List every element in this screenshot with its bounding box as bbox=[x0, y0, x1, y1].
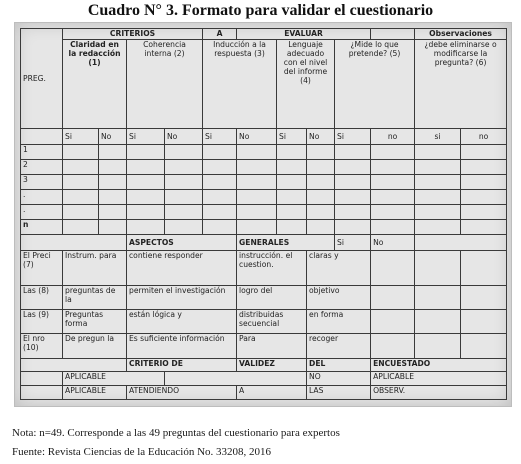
observ-text: OBSERV. bbox=[371, 386, 507, 400]
criterion-1: Claridad en la redacción (1) bbox=[63, 40, 127, 128]
criterion-5: ¿Mide lo que pretende? (5) bbox=[335, 40, 415, 128]
no-2: No bbox=[165, 128, 203, 144]
aspect-text: en forma bbox=[307, 310, 371, 334]
aspect-text: instrucción. el cuestion. bbox=[237, 250, 307, 286]
blank-top bbox=[371, 29, 415, 40]
criterion-4: Lenguaje adecuado con el nivel del informe (4) bbox=[277, 40, 335, 128]
preg-header: PREG. bbox=[21, 29, 63, 129]
aspect-text: objetivo bbox=[307, 286, 371, 310]
aspect-row-8 bbox=[21, 286, 507, 310]
si-6: si bbox=[415, 128, 461, 144]
si-3: Si bbox=[203, 128, 237, 144]
a-label: A bbox=[203, 29, 237, 40]
aspect-text: preguntas de la bbox=[63, 286, 127, 310]
aspect-text: Es suficiente información bbox=[127, 334, 237, 358]
criterion-2: Coherencia interna (2) bbox=[127, 40, 203, 128]
si-2: Si bbox=[127, 128, 165, 144]
question-row bbox=[21, 204, 507, 219]
aplicable-text: APLICABLE bbox=[63, 386, 127, 400]
aspect-text: Preguntas forma bbox=[63, 310, 127, 334]
question-number: n bbox=[21, 219, 63, 234]
aplicable-text: APLICABLE bbox=[63, 372, 165, 386]
del-label: DEL bbox=[307, 358, 371, 372]
evaluar-label: EVALUAR bbox=[237, 29, 371, 40]
page-title: Cuadro N° 3. Formato para validar el cuestionario bbox=[87, 2, 434, 19]
no-6: no bbox=[461, 128, 507, 144]
question-number: 1 bbox=[21, 145, 63, 160]
blank bbox=[21, 372, 63, 386]
aspectos-no: No bbox=[371, 234, 415, 250]
aplicable-atendiendo-row bbox=[21, 386, 507, 400]
si-4: Si bbox=[277, 128, 307, 144]
aspect-text: De pregun la bbox=[63, 334, 127, 358]
aspect-text: Instrum. para bbox=[63, 250, 127, 286]
atendiendo-text: ATENDIENDO bbox=[127, 386, 237, 400]
aspect-text: recoger bbox=[307, 334, 371, 358]
aplicable-text: APLICABLE bbox=[371, 372, 507, 386]
si-1: Si bbox=[63, 128, 99, 144]
header-row-criterios bbox=[21, 29, 507, 40]
aspect-row-7 bbox=[21, 250, 507, 286]
aplicable-row bbox=[21, 372, 507, 386]
no-5: no bbox=[371, 128, 415, 144]
si-no-row bbox=[21, 128, 507, 144]
validez-label: VALIDEZ bbox=[237, 358, 307, 372]
no-text: NO bbox=[307, 372, 371, 386]
blank bbox=[21, 358, 127, 372]
validation-table bbox=[20, 28, 507, 400]
aspect-label: Las (9) bbox=[21, 310, 63, 334]
blank bbox=[21, 234, 127, 250]
question-number: 3 bbox=[21, 174, 63, 189]
criterion-6: ¿debe eliminarse o modificarse la pregunta? (6) bbox=[415, 40, 507, 128]
aspect-row-9 bbox=[21, 310, 507, 334]
no-1: No bbox=[99, 128, 127, 144]
aspectos-generales-row bbox=[21, 234, 507, 250]
aspect-text: Para bbox=[237, 334, 307, 358]
question-row bbox=[21, 174, 507, 189]
si-5: Si bbox=[335, 128, 371, 144]
question-row bbox=[21, 219, 507, 234]
generales-label: GENERALES bbox=[237, 234, 335, 250]
aspect-text: están lógica y bbox=[127, 310, 237, 334]
aspect-label: El Preci (7) bbox=[21, 250, 63, 286]
blank bbox=[165, 372, 307, 386]
aspect-text: contiene responder bbox=[127, 250, 237, 286]
blank bbox=[21, 128, 63, 144]
aspect-text: logro del bbox=[237, 286, 307, 310]
question-number: . bbox=[21, 189, 63, 204]
no-4: No bbox=[307, 128, 335, 144]
no-3: No bbox=[237, 128, 277, 144]
encuestado-label: ENCUESTADO bbox=[371, 358, 507, 372]
question-row bbox=[21, 189, 507, 204]
aspectos-si: Si bbox=[335, 234, 371, 250]
observaciones-header: Observaciones bbox=[415, 29, 507, 40]
nota-text: Nota: n=49. Corresponde a las 49 preguntas del cuestionario para expertos bbox=[12, 427, 340, 439]
header-row-criteria bbox=[21, 40, 507, 128]
aspect-text: distribuidas secuencial bbox=[237, 310, 307, 334]
aspect-text: permiten el investigación bbox=[127, 286, 237, 310]
a-text: A bbox=[237, 386, 307, 400]
fuente-text: Fuente: Revista Ciencias de la Educación No. 33208, 2016 bbox=[12, 446, 272, 458]
aspect-label: El nro (10) bbox=[21, 334, 63, 358]
question-number: . bbox=[21, 204, 63, 219]
criterio-de-label: CRITERIO DE bbox=[127, 358, 237, 372]
criterion-3: Inducción a la respuesta (3) bbox=[203, 40, 277, 128]
blank bbox=[21, 386, 63, 400]
aspect-row-10 bbox=[21, 334, 507, 358]
criterios-label: CRITERIOS bbox=[63, 29, 203, 40]
las-text: LAS bbox=[307, 386, 371, 400]
aspect-text: claras y bbox=[307, 250, 371, 286]
criterio-validez-row bbox=[21, 358, 507, 372]
question-number: 2 bbox=[21, 159, 63, 174]
aspectos-label: ASPECTOS bbox=[127, 234, 237, 250]
question-row bbox=[21, 159, 507, 174]
aspect-label: Las (8) bbox=[21, 286, 63, 310]
question-row bbox=[21, 145, 507, 160]
